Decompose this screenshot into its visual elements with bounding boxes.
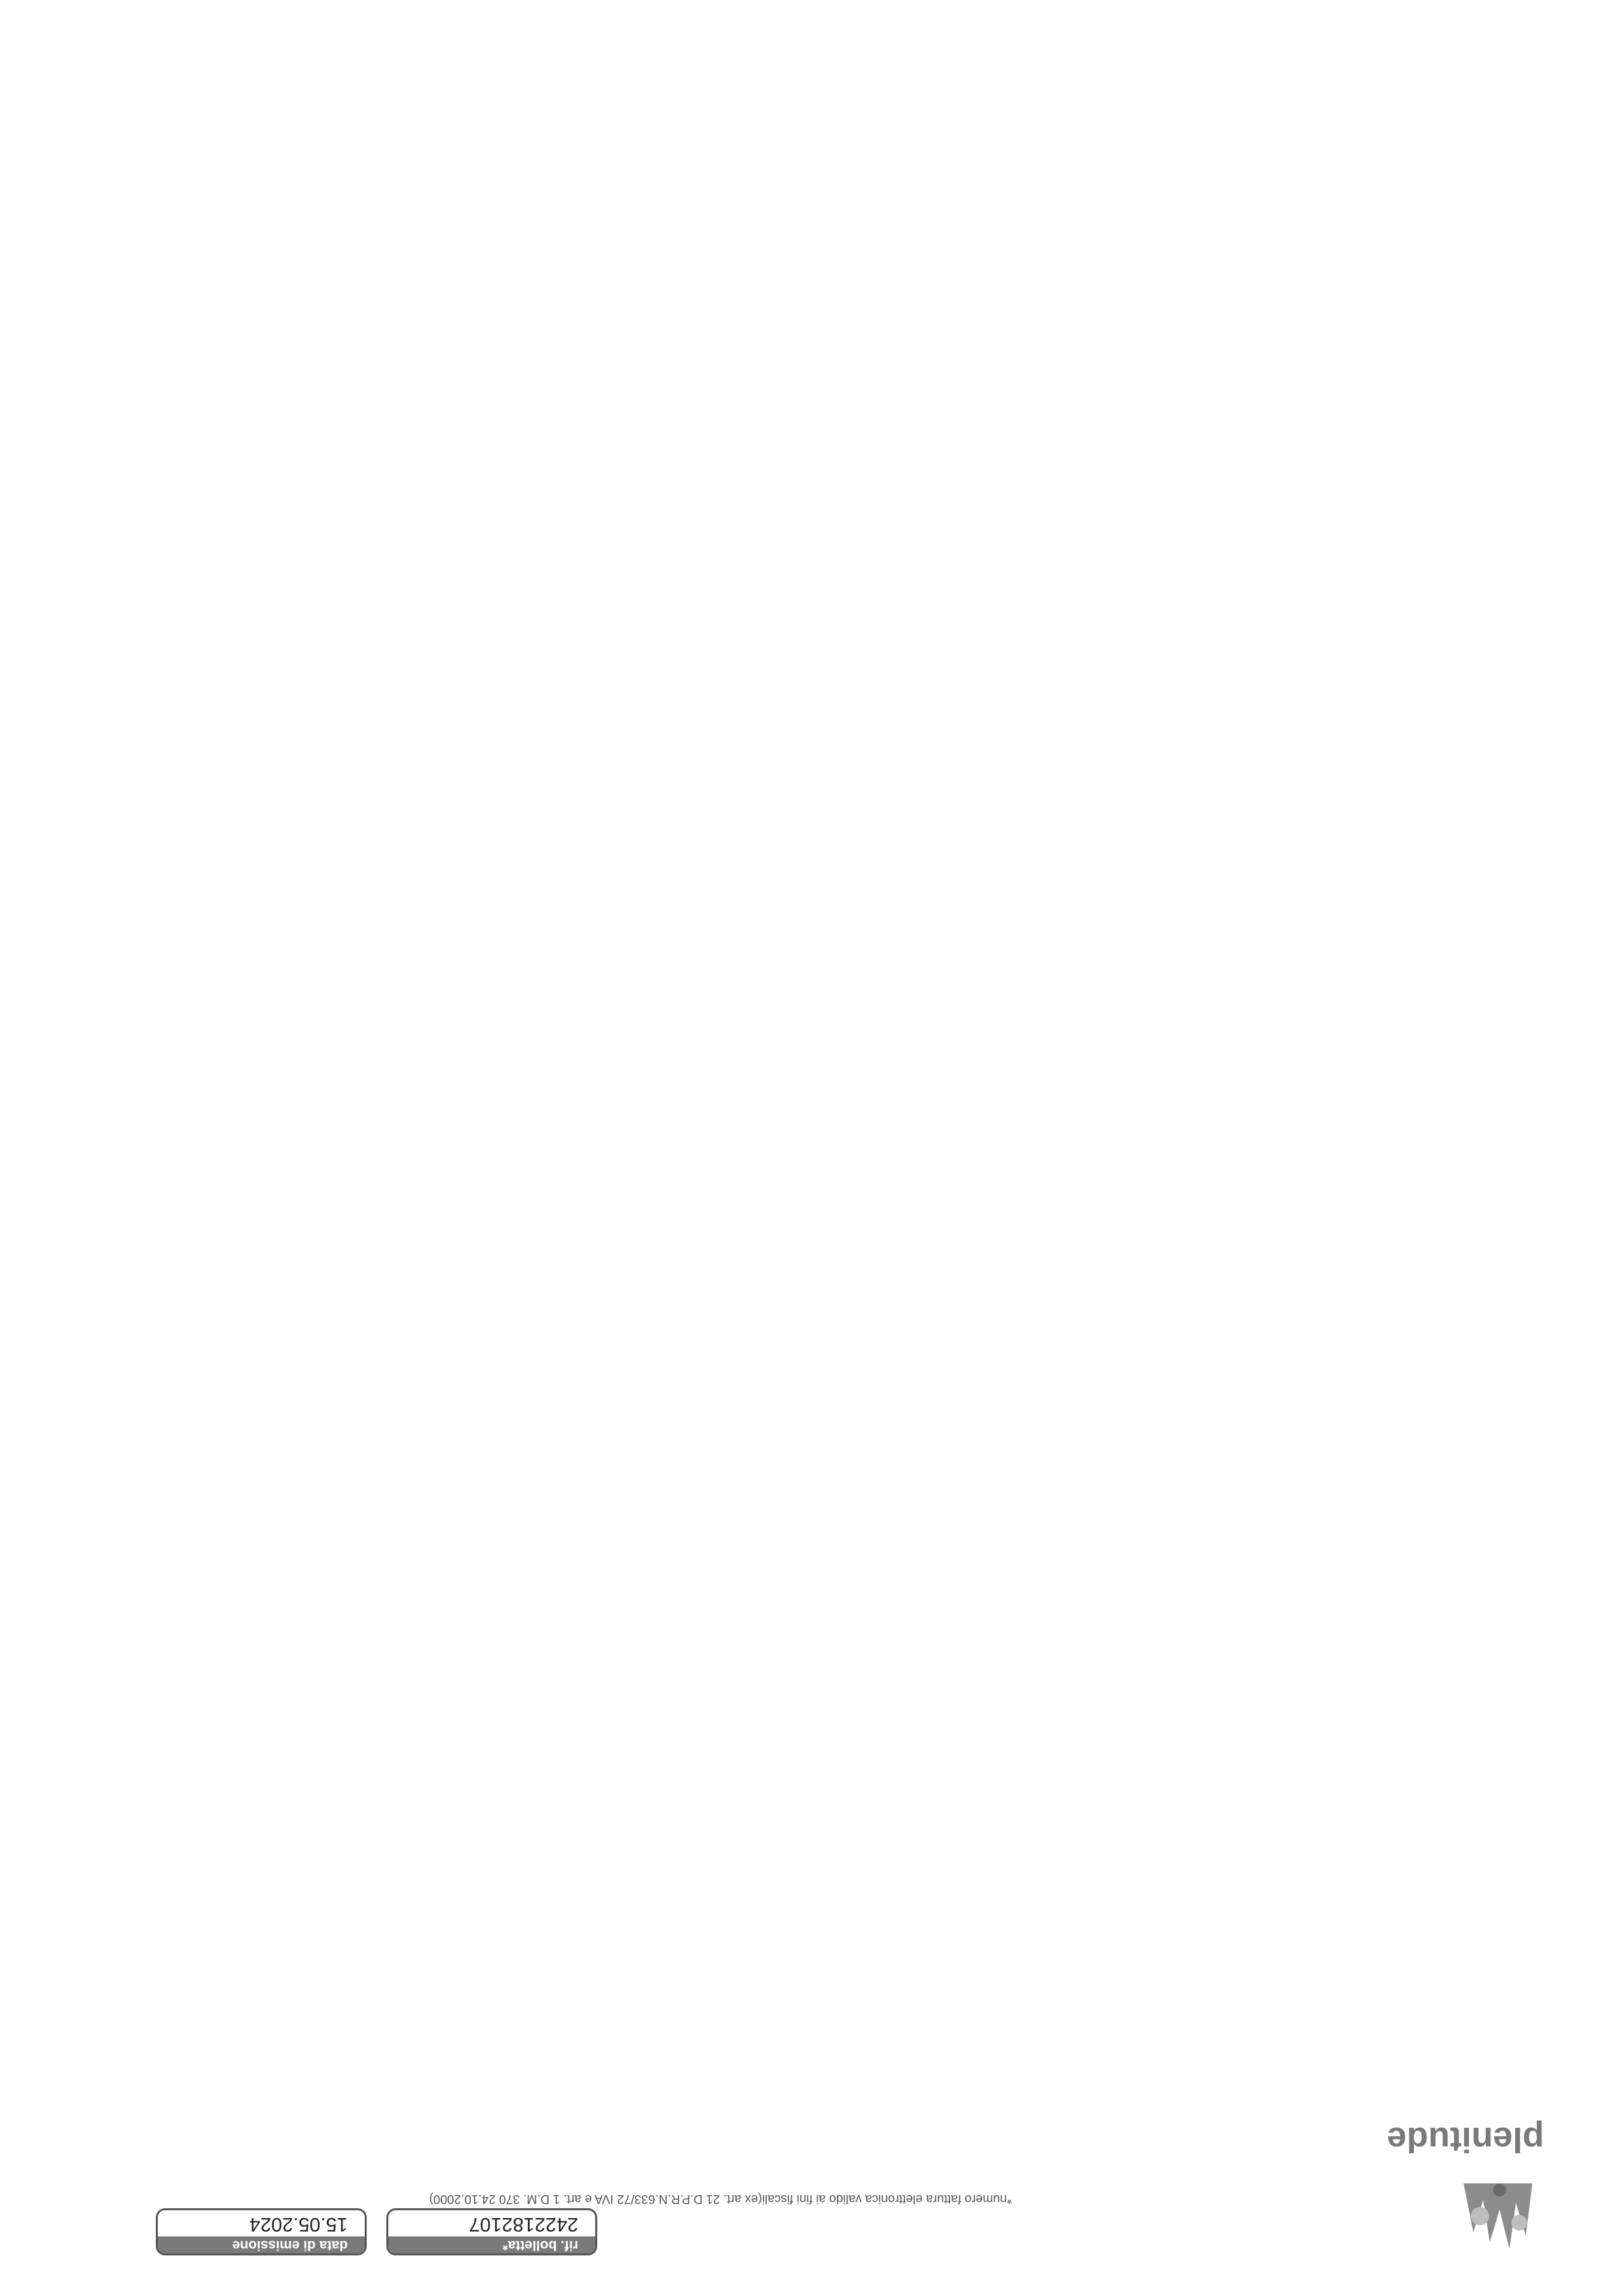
issue-date-value: 15.05.2024 <box>249 2214 348 2235</box>
issue-date-label: data di emissione <box>158 2236 365 2253</box>
bill-ref-label: rif. bolletta* <box>388 2236 595 2253</box>
bill-ref-box <box>386 2208 597 2255</box>
bill-ref-value: 2422182107 <box>469 2214 578 2235</box>
brand-logo <box>1447 2164 1545 2262</box>
brand-name: plenitude <box>1387 2120 1544 2159</box>
invoice-note: *numero fattura elettronica valido ai fini fiscali(ex art. 21 D.P.R.N.633/72 IVA e art. 1 D.M. 370 24.10.2000) <box>429 2192 1012 2206</box>
plenitude-logo-icon <box>1447 2164 1545 2262</box>
issue-date-box <box>156 2208 367 2255</box>
